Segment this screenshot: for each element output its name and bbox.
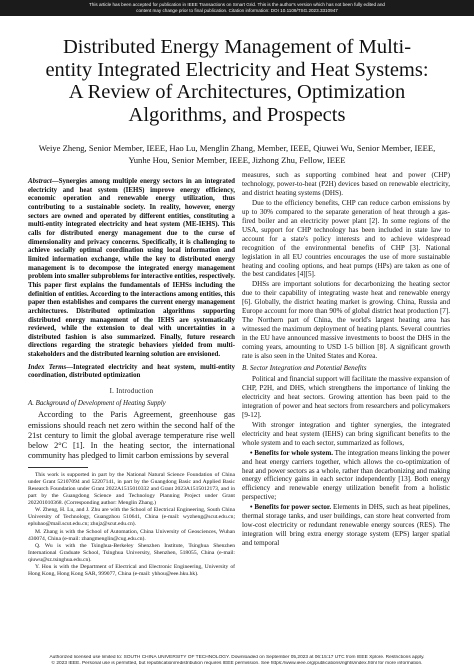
footnote-divider	[28, 467, 88, 468]
footnote	[28, 472, 235, 578]
bullet-power-sector	[242, 503, 450, 548]
abstract-label: Abstract	[28, 178, 52, 185]
bullet-whole-system	[242, 449, 450, 503]
index-terms-label: Index Terms	[28, 363, 67, 371]
section-heading-introduction: I. Introduction	[109, 388, 154, 396]
bullet-power-sector-text: Elements in DHS, such as heat pipelines, thermal storage tanks, and user buildings, can store heat converted from low-cost electricity or redundant renewable energy sources (RES). The integration will bring extra energy storage system (EPS) larger spatial and temporal	[242, 503, 450, 548]
footnote-funding: This work is supported in part by the National Natural Science Foundation of China under Grant 52107094 and 52207141, in part by the Guangdong Basic and Applied Basic Research Foundation under Grant 2022A1515010332 and Grant 2023A1515012173, and in part by the Guangdong Science and Technology Planning Project under Grant 202201010368. (Corresponding author: Menglin Zhang.)	[28, 472, 235, 507]
author-list: Weiye Zheng, Senior Member, IEEE, Hao Lu, Menglin Zhang, Member, IEEE, Qiuwei Wu, Senior Member, IEEE, Yunhe Hou, Senior Member, IEEE, Jizhong Zhu, Fellow, IEEE	[38, 143, 436, 165]
right-paragraph-5: With stronger integration and tighter synergies, the integrated electricity and heat system (IEHS) can bring significant benefits to the whole system and to each sector, summarized as follows,	[242, 420, 450, 447]
right-paragraph-3: DHSs are important solutions for decarbonizing the heating sector due to their capability of integrating waste heat and renewable energy [6]. Globally, the district heating market is growing. China, Russia and Europe account for more than 90% of global district heat production [7]. The Northern part of China, the world's largest heating area has witnessed the maximum deployment of heating plants. Several countries in the EU have announced massive investments to boost the DHS in the coming years, amounting to USD 1-5 billion [8]. A significant growth rate is also seen in the United States and Korea.	[242, 280, 450, 361]
bullet-whole-system-text: The integration means linking the power and heat energy carriers together, which allows the co-optimization of heat and power sectors as a whole, rather than decarbonizing and making energy efficiency gains in each sector independently [13]. Both energy efficiency and renewable energy utilization benefit from a holistic perspective;	[242, 448, 451, 502]
notice-line-2: content may change prior to final publication. Citation information: DOI 10.1109/TSG.2023.3310947	[136, 8, 338, 13]
footnote-affiliation-1: W. Zheng, H. Lu, and J. Zhu are with the School of Electrical Engineering, South China University of Technology, Guangzhou 510641, China (e-mail: wyzheng@scut.edu.cn; eplubao@mail.scut.edu.cn; zhujz@scut.edu.cn).	[28, 507, 235, 528]
footnote-affiliation-4: Y. Hou is with the Department of Electrical and Electronic Engineering, University of Hong Kong, Hong Kong SAR, 999077, China (e-mail: yhhou@eee.hku.hk).	[28, 564, 235, 578]
bullet-whole-system-label: • Benefits for whole system.	[250, 448, 334, 457]
index-terms-text: —Integrated electricity and heat system, multi-entity coordination, distributed optimization	[28, 363, 235, 380]
abstract-text: —Synergies among multiple energy sectors in an integrated electricity and heat system (IEHS) improve energy efficiency, economic operation and renewable energy utilization, thus contributing to a sustainable society. In reality, however, energy sectors are owned and operated by different entities, constituting a multi-entity integrated electricity and heat system (ME-IEHS). This calls for distributed energy management due to the curse of dimensionality and privacy concerns. Specifically, it is challenging to achieve socially optimal coordination using local information and limited information exchange, while the key to distributed energy management is to decompose the integrated energy management problem into smaller subproblems for interactive entities, respectively. This paper first explains the fundamentals of IEHSs including the definition of entities. According to the interactions among entities, this paper then establishes and compares the current energy management architectures. Distributed optimization algorithms supporting distributed energy management of the IEHS are systematically reviewed, while the extension to deal with uncertainties in a distributed fashion is also summarized. Finally, future research directions regarding the strategic behaviors yielded from multi-stakeholders and the distributed learning solution are envisioned.	[28, 178, 235, 359]
right-paragraph-1: measures, such as supporting combined heat and power (CHP) technology, power-to-heat (P2H) devices based on renewable electricity, and district heating systems (DHS).	[242, 171, 450, 197]
right-column	[242, 171, 450, 549]
footer-line-2: © 2023 IEEE. Personal use is permitted, but republication/redistribution requires IEEE permission. See https://www.ieee.org/publications/rights/index.html for more information.	[51, 661, 423, 666]
paper-title: Distributed Energy Management of Multi-entity Integrated Electricity and Heat Systems: A Review of Architectures, Optimization Algorithms, and Prospects	[45, 36, 429, 126]
abstract	[28, 178, 235, 360]
subsection-heading-background: A. Background of Development of Heating Supply	[28, 399, 166, 407]
right-paragraph-2: Due to the efficiency benefits, CHP can reduce carbon emissions by up to 30% compared to the separate generation of heat through a gas-fired boiler and an electricity power plant [2]. In some regions of the USA, support for CHP technology has been included in state law to account for a state's policy interests and to achieve widespread recognition of the environmental benefits of CHP [3]. National legislation in all EU countries encourages the use of more sustainable heating and cooling options, and heat pumps (HPs) are taken as one of the best candidates [4][5].	[242, 198, 450, 279]
index-terms	[28, 364, 235, 381]
intro-paragraph: According to the Paris Agreement, greenhouse gas emissions should reach net zero within the second half of the 21st century to limit the global average temperature rise well below 2°C [1]. In the heating sector, the international community has pledged to limit carbon emissions by several	[28, 410, 235, 461]
right-paragraph-4: Political and financial support will facilitate the massive expansion of CHP, P2H, and DHS, which strengthens the importance of linking the electricity and heat sectors. Growing attention has been paid to the integration of power and heat sectors from researchers and policymakers [9-12].	[242, 374, 450, 419]
notice-line-1: This article has been accepted for publication in IEEE Transactions on Smart Grid. This is the author's version which has not been fully edited and	[89, 2, 385, 7]
publication-notice-bar	[0, 0, 474, 16]
footnote-affiliation-2: M. Zhang is with the School of Automation, China University of Geosciences, Wuhan 430074, China (e-mail: zhangmenglin@cug.edu.cn).	[28, 528, 235, 542]
license-footer	[0, 652, 474, 670]
subsection-heading-sector-integration: B. Sector Integration and Potential Benefits	[242, 364, 367, 373]
footer-line-1: Authorized licensed use limited to: SOUTH CHINA UNIVERSITY OF TECHNOLOGY. Downloaded on September 05,2023 at 06:15:17 UTC from IEEE Xplore. Restrictions apply.	[49, 655, 425, 660]
left-column	[28, 178, 235, 579]
bullet-power-sector-label: • Benefits for power sector.	[250, 503, 332, 512]
footnote-affiliation-3: Q. Wu is with the Tsinghua-Berkeley Shenzhen Institute, Tsinghua Shenzhen International Graduate School, Tsinghua University, Shenzhen, 518055, China (e-mail: qiuwu@sz.tsinghua.edu.cn).	[28, 542, 235, 563]
